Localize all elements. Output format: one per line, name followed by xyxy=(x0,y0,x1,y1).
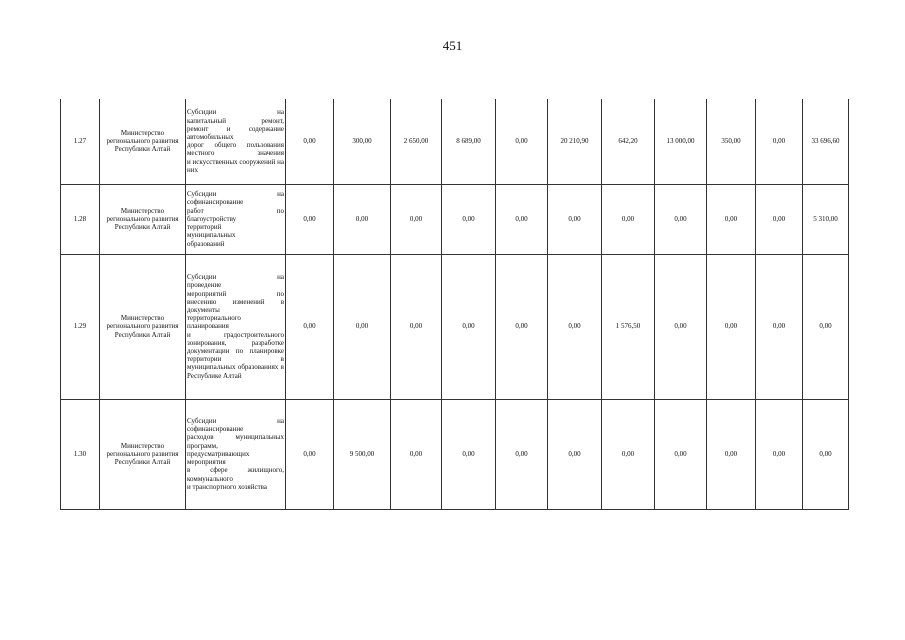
ministry-cell: Министерство регионального развития Республики Алтай xyxy=(100,254,186,399)
value-cell: 0,00 xyxy=(286,99,334,184)
value-cell: 0,00 xyxy=(756,99,803,184)
row-number: 1.27 xyxy=(61,99,100,184)
value-cell: 0,00 xyxy=(602,184,655,254)
value-cell: 0,00 xyxy=(756,184,803,254)
value-cell: 0,00 xyxy=(707,184,756,254)
value-cell: 33 696,60 xyxy=(803,99,849,184)
ministry-cell: Министерство регионального развития Республики Алтай xyxy=(100,184,186,254)
value-cell: 0,00 xyxy=(334,254,391,399)
page-number: 451 xyxy=(442,38,463,53)
value-cell: 0,00 xyxy=(391,254,442,399)
value-cell: 0,00 xyxy=(655,184,707,254)
table-row xyxy=(61,184,849,254)
value-cell: 9 500,00 xyxy=(334,399,391,509)
value-cell: 0,00 xyxy=(496,184,548,254)
value-cell: 0,00 xyxy=(756,254,803,399)
value-cell: 0,00 xyxy=(602,399,655,509)
row-number: 1.28 xyxy=(61,184,100,254)
value-cell: 13 000,00 xyxy=(655,99,707,184)
value-cell: 2 650,00 xyxy=(391,99,442,184)
description-cell: Субсидии на капитальный ремонт, ремонт и содержание автомобильных дорог общего пользования местного значения и искусственных сооружений на них xyxy=(186,99,286,184)
value-cell: 0,00 xyxy=(756,399,803,509)
value-cell: 350,00 xyxy=(707,99,756,184)
value-cell: 0,00 xyxy=(496,399,548,509)
value-cell: 0,00 xyxy=(286,254,334,399)
value-cell: 300,00 xyxy=(334,99,391,184)
value-cell: 0,00 xyxy=(655,399,707,509)
value-cell: 0,00 xyxy=(286,399,334,509)
value-cell: 5 310,00 xyxy=(803,184,849,254)
value-cell: 0,00 xyxy=(707,399,756,509)
value-cell: 20 210,90 xyxy=(548,99,602,184)
value-cell: 0,00 xyxy=(496,99,548,184)
row-number: 1.30 xyxy=(61,399,100,509)
value-cell: 0,00 xyxy=(286,184,334,254)
value-cell: 1 576,50 xyxy=(602,254,655,399)
description-cell: Субсидии на софинансирование работ по благоустройству территорий муниципальных образований xyxy=(186,184,286,254)
value-cell: 0,00 xyxy=(442,399,496,509)
row-number: 1.29 xyxy=(61,254,100,399)
value-cell: 0,00 xyxy=(548,184,602,254)
table-row xyxy=(61,99,849,184)
table-row xyxy=(61,399,849,509)
value-cell: 0,00 xyxy=(391,399,442,509)
value-cell: 0,00 xyxy=(655,254,707,399)
value-cell: 0,00 xyxy=(442,254,496,399)
value-cell: 0,00 xyxy=(803,399,849,509)
value-cell: 8 689,00 xyxy=(442,99,496,184)
value-cell: 0,00 xyxy=(548,254,602,399)
value-cell: 0,00 xyxy=(707,254,756,399)
description-cell: Субсидии на проведение мероприятий по внесению изменений в документы территориального планирования и градостроительного зонирования, разработке документации по планировке территории в муниципальных образованиях в Республике Алтай xyxy=(186,254,286,399)
value-cell: 0,00 xyxy=(334,184,391,254)
value-cell: 0,00 xyxy=(803,254,849,399)
value-cell: 642,20 xyxy=(602,99,655,184)
budget-table xyxy=(60,99,849,510)
value-cell: 0,00 xyxy=(442,184,496,254)
description-cell: Субсидии на софинансирование расходов муниципальных программ, предусматривающих мероприятия в сфере жилищного, коммунального и транспортного хозяйства xyxy=(186,399,286,509)
table-row xyxy=(61,254,849,399)
ministry-cell: Министерство регионального развития Республики Алтай xyxy=(100,399,186,509)
value-cell: 0,00 xyxy=(496,254,548,399)
ministry-cell: Министерство регионального развития Республики Алтай xyxy=(100,99,186,184)
value-cell: 0,00 xyxy=(548,399,602,509)
value-cell: 0,00 xyxy=(391,184,442,254)
